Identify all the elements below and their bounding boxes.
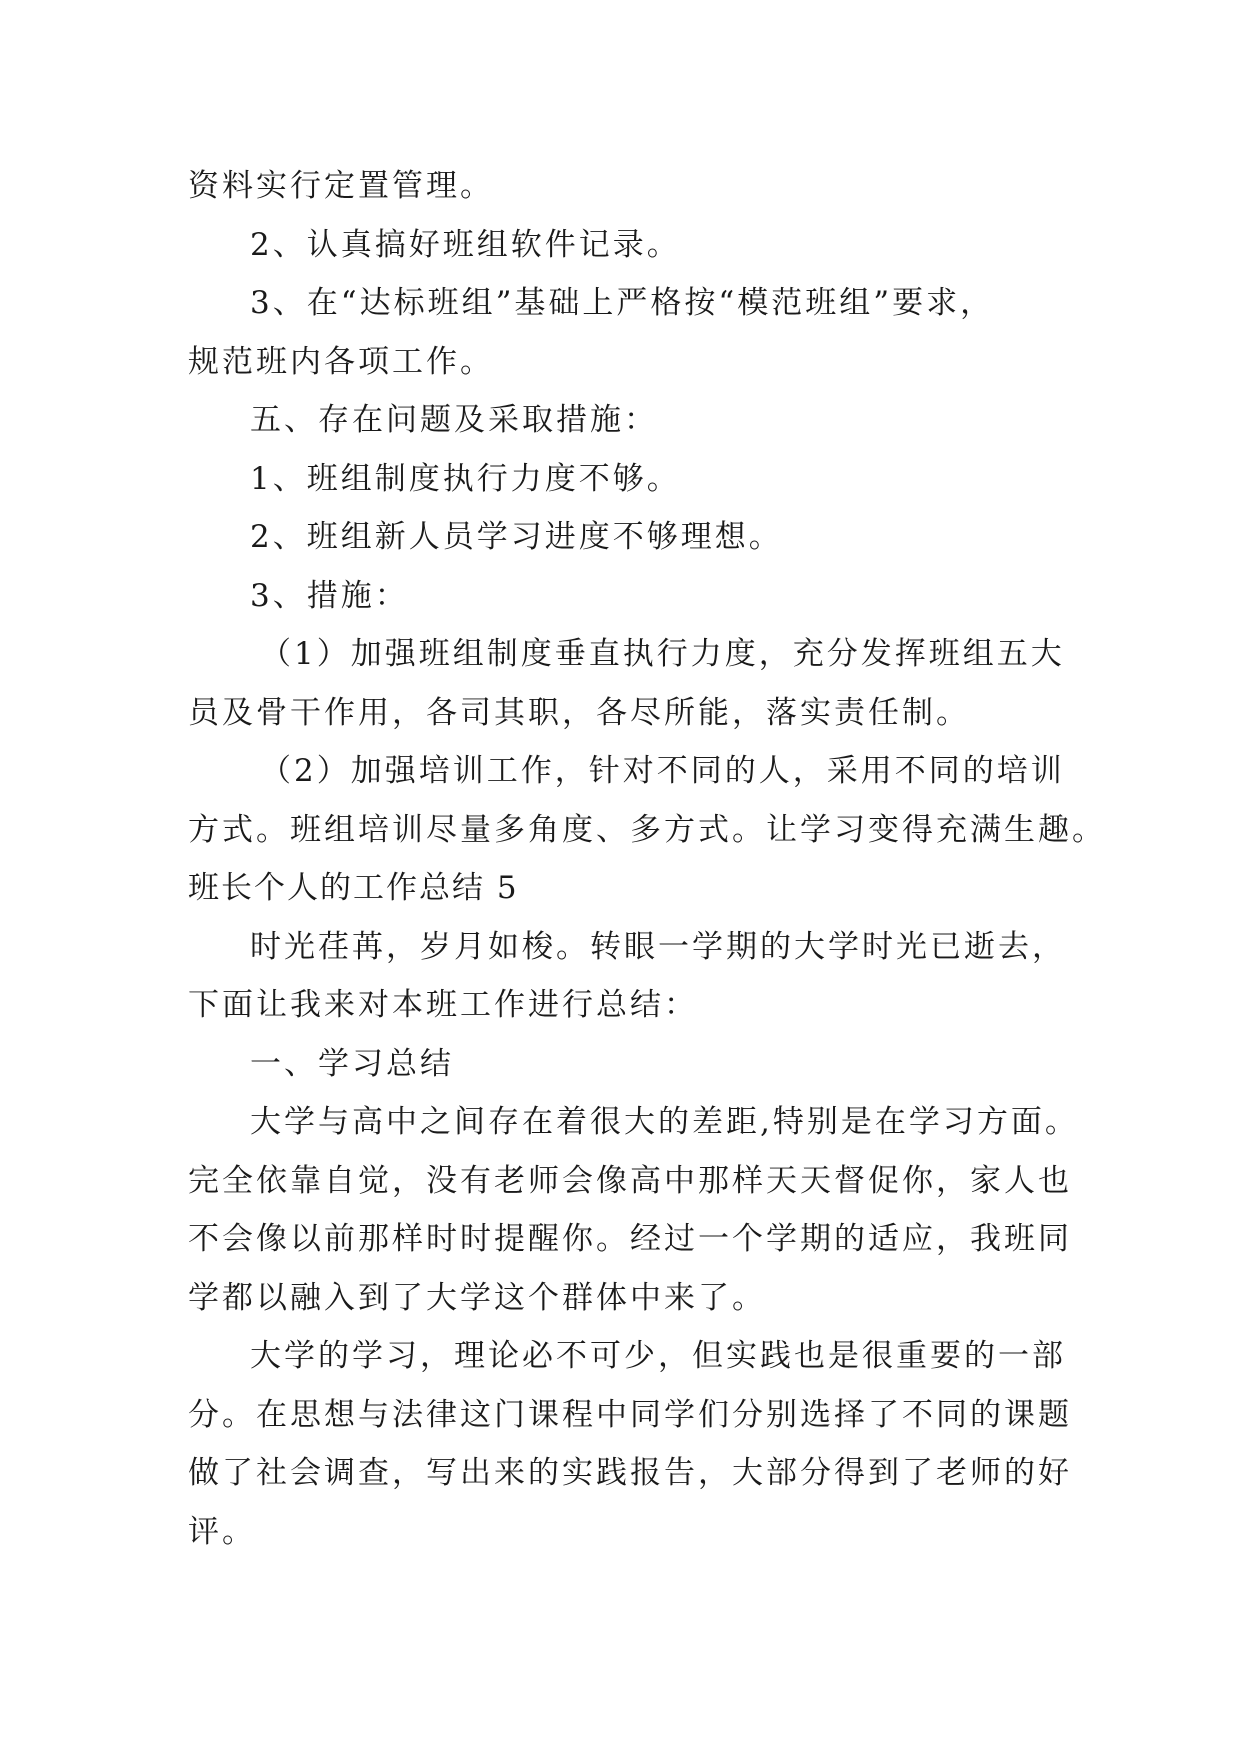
paragraph-line: 规范班内各项工作。 bbox=[188, 343, 494, 380]
sub-list-item: （2）加强培训工作，针对不同的人，采用不同的培训 bbox=[260, 753, 1065, 789]
paragraph-line: 评。 bbox=[188, 1513, 256, 1550]
list-item: 1、班组制度执行力度不够。 bbox=[250, 460, 681, 497]
paragraph-line: 时光荏苒，岁月如梭。转眼一学期的大学时光已逝去， bbox=[250, 928, 1066, 965]
document-body bbox=[188, 157, 1106, 1561]
paragraph-line: 分。在思想与法律这门课程中同学们分别选择了不同的课题 bbox=[188, 1396, 1072, 1433]
list-item: 2、班组新人员学习进度不够理想。 bbox=[250, 519, 783, 555]
paragraph-line: 完全依靠自觉，没有老师会像高中那样天天督促你，家人也 bbox=[188, 1162, 1072, 1199]
list-item: 2、认真搞好班组软件记录。 bbox=[250, 226, 681, 263]
paragraph-line: 做了社会调查，写出来的实践报告，大部分得到了老师的好 bbox=[188, 1455, 1072, 1491]
sub-list-item: （1）加强班组制度垂直执行力度，充分发挥班组五大 bbox=[260, 636, 1065, 672]
paragraph-line: 方式。班组培训尽量多角度、多方式。让学习变得充满生趣。 bbox=[188, 811, 1106, 848]
paragraph-line: 大学与高中之间存在着很大的差距,特别是在学习方面。 bbox=[250, 1104, 1079, 1140]
section-heading: 一、学习总结 bbox=[250, 1045, 454, 1082]
paragraph-line: 员及骨干作用，各司其职，各尽所能，落实责任制。 bbox=[188, 694, 970, 731]
list-item: 3、在“达标班组”基础上严格按“模范班组”要求， bbox=[250, 285, 995, 321]
section-heading: 五、存在问题及采取措施： bbox=[250, 402, 658, 438]
article-title: 班长个人的工作总结 5 bbox=[188, 870, 519, 906]
paragraph-line: 资料实行定置管理。 bbox=[188, 168, 494, 204]
paragraph-line: 不会像以前那样时时提醒你。经过一个学期的适应，我班同 bbox=[188, 1221, 1072, 1257]
paragraph-line: 学都以融入到了大学这个群体中来了。 bbox=[188, 1279, 766, 1316]
paragraph-line: 大学的学习，理论必不可少，但实践也是很重要的一部 bbox=[250, 1338, 1066, 1374]
paragraph-line: 下面让我来对本班工作进行总结： bbox=[188, 987, 698, 1023]
list-item: 3、措施： bbox=[250, 577, 409, 614]
